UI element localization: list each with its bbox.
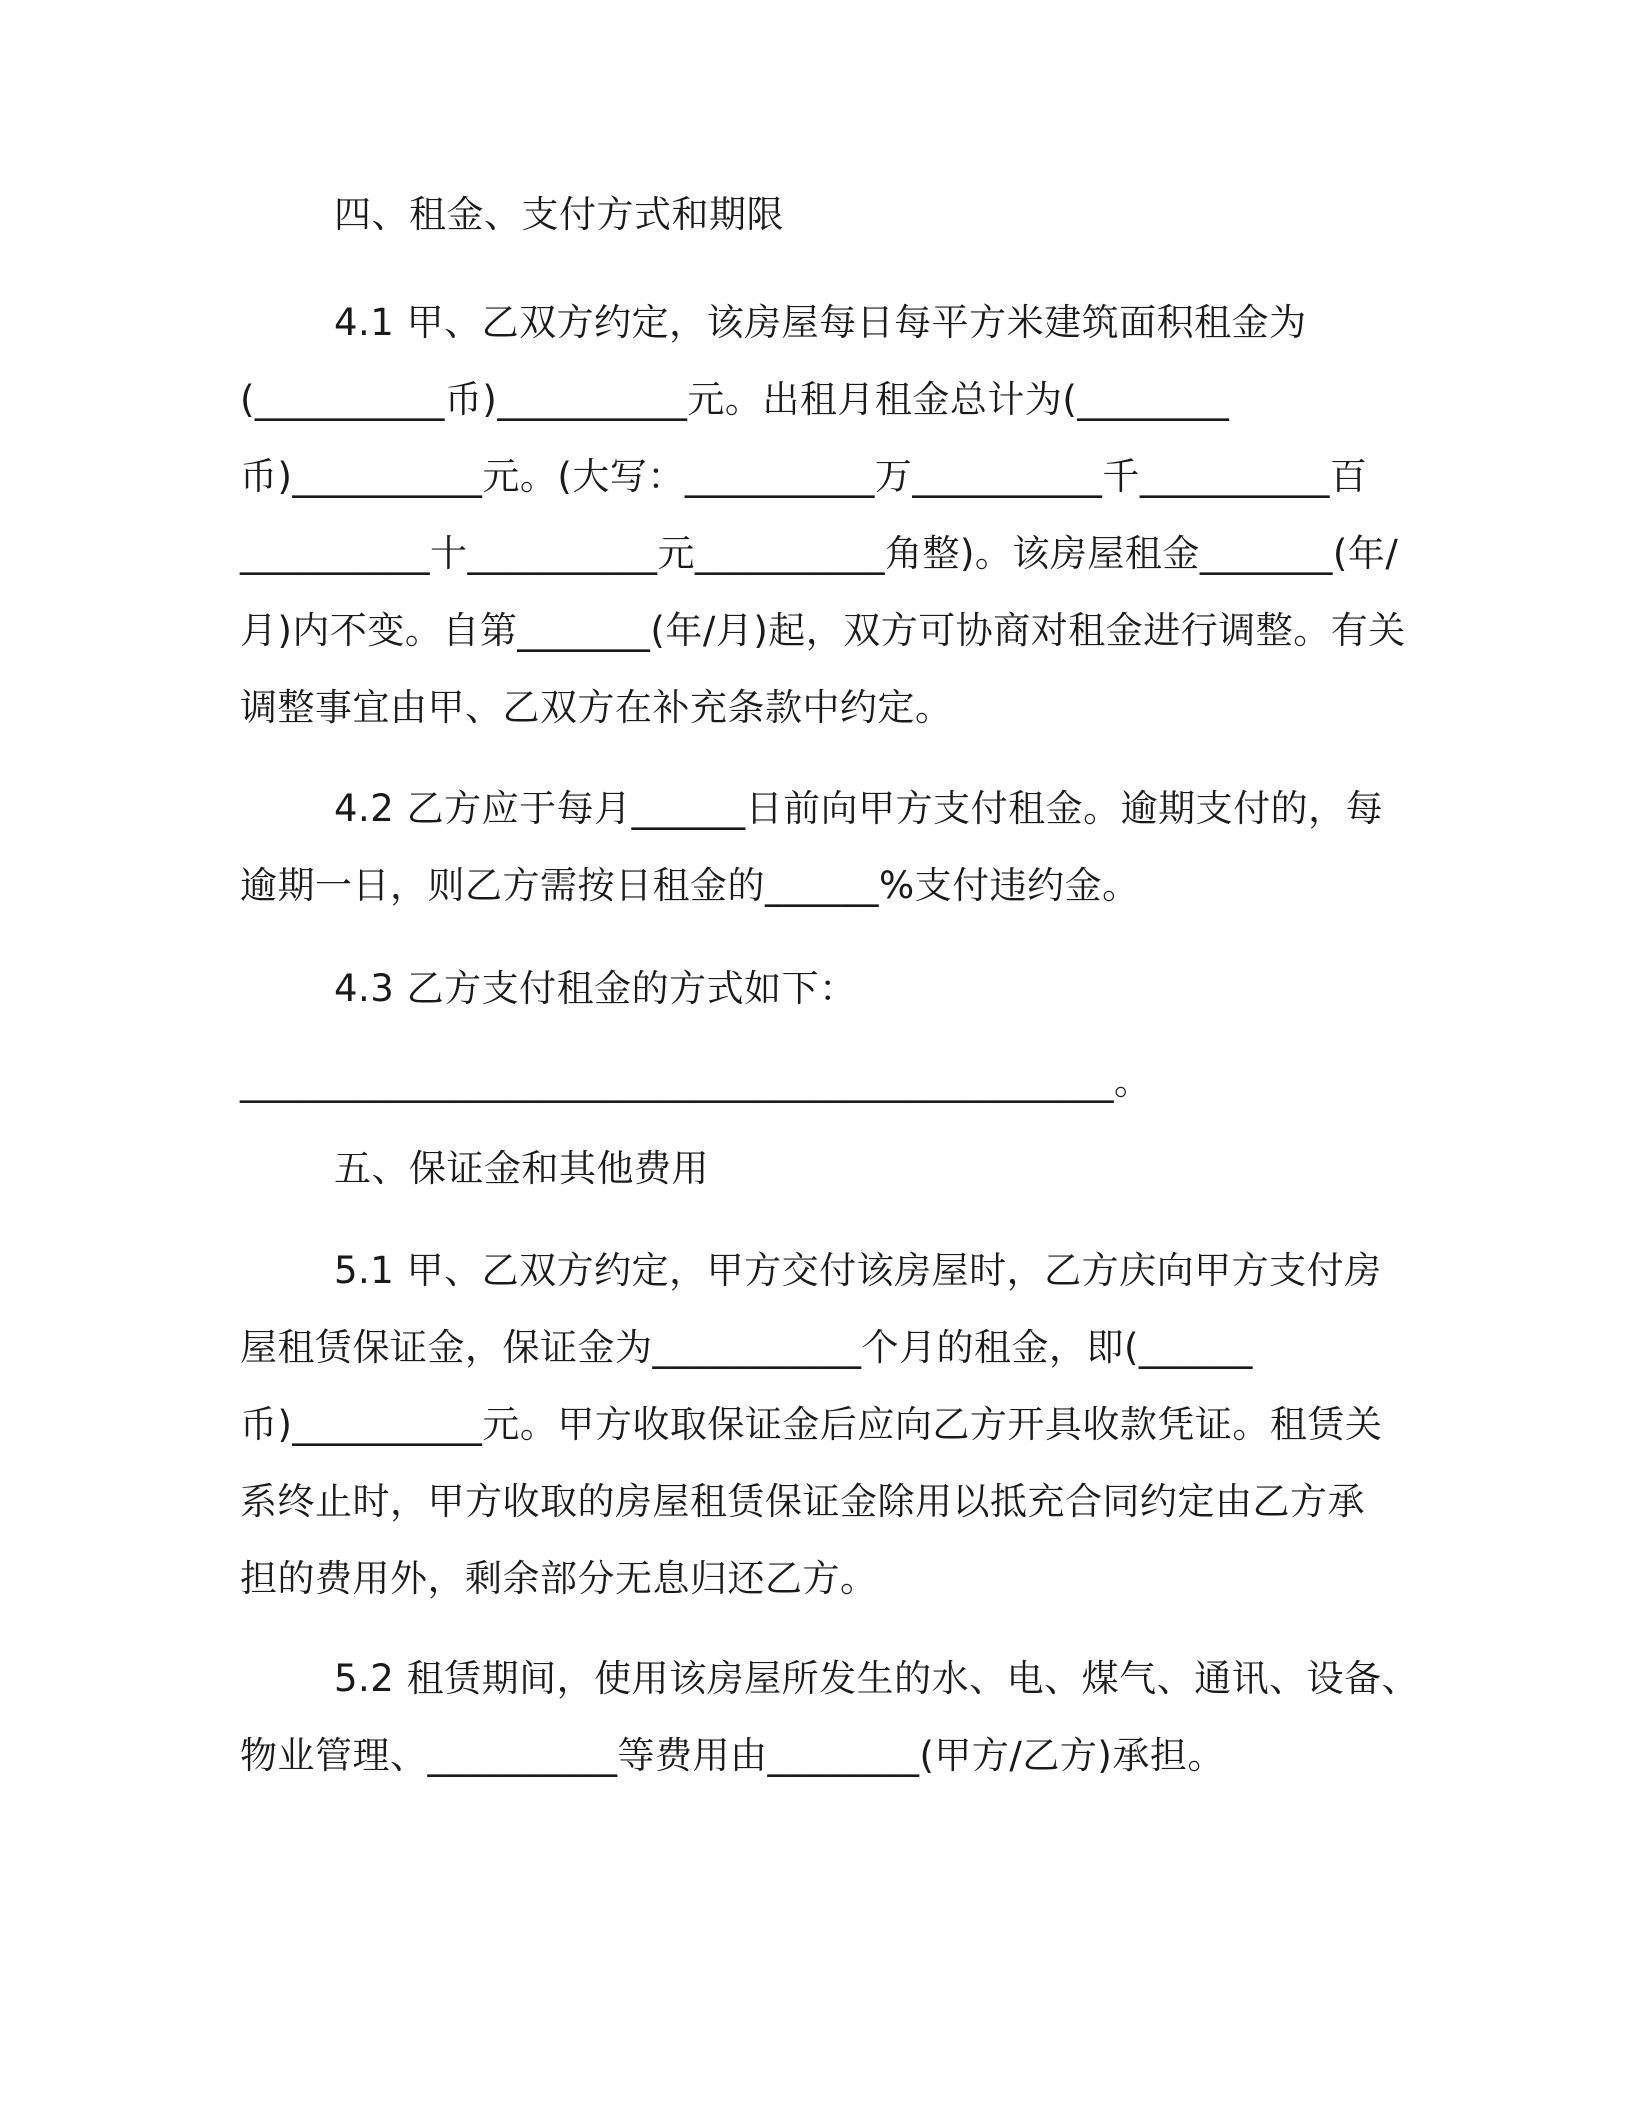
paragraph-line: 4.1 甲、乙双方约定，该房屋每日每平方米建筑面积租金为 — [334, 301, 1307, 344]
paragraph-line: 5.1 甲、乙双方约定，甲方交付该房屋时，乙方庆向甲方支付房 — [334, 1249, 1382, 1292]
heading-text: 四、租金、支付方式和期限 — [334, 193, 784, 236]
paragraph-line: 屋租赁保证金，保证金为___________个月的租金，即(______ — [240, 1326, 1253, 1369]
clause-4-3 — [240, 950, 1400, 1120]
paragraph-line: 月)内不变。自第_______(年/月)起，双方可协商对租金进行调整。有关 — [240, 609, 1406, 652]
section-5-heading — [240, 1130, 1400, 1207]
clause-5-2 — [240, 1640, 1420, 1794]
paragraph-line: 调整事宜由甲、乙双方在补充条款中约定。 — [240, 686, 953, 729]
paragraph-line: 4.3 乙方支付租金的方式如下： — [334, 967, 857, 1010]
clause-4-1 — [240, 284, 1406, 746]
paragraph-line: 5.2 租赁期间，使用该房屋所发生的水、电、煤气、通讯、设备、 — [334, 1657, 1420, 1700]
paragraph-line: 系终止时，甲方收取的房屋租赁保证金除用以抵充合同约定由乙方承 — [240, 1480, 1365, 1523]
paragraph-line: 币)__________元。甲方收取保证金后应向乙方开具收款凭证。租赁关 — [240, 1403, 1383, 1446]
paragraph-line: (__________币)__________元。出租月租金总计为(________ — [240, 378, 1230, 421]
paragraph-line: 4.2 乙方应于每月______日前向甲方支付租金。逾期支付的，每 — [334, 787, 1384, 830]
paragraph-line: __________十__________元__________角整)。该房屋租金_______(年/ — [240, 532, 1399, 575]
clause-5-1 — [240, 1232, 1400, 1617]
paragraph-line: 物业管理、__________等费用由________(甲方/乙方)承担。 — [240, 1734, 1225, 1777]
paragraph-line: ______________________________________________。 — [240, 1060, 1152, 1103]
section-4-heading — [240, 176, 1400, 253]
clause-4-2 — [240, 770, 1400, 924]
paragraph-line: 币)__________元。(大写：__________万__________千__________百 — [240, 455, 1368, 498]
paragraph-line: 逾期一日，则乙方需按日租金的______%支付违约金。 — [240, 864, 1140, 907]
paragraph-line: 担的费用外，剩余部分无息归还乙方。 — [240, 1557, 878, 1600]
heading-text: 五、保证金和其他费用 — [334, 1147, 709, 1190]
